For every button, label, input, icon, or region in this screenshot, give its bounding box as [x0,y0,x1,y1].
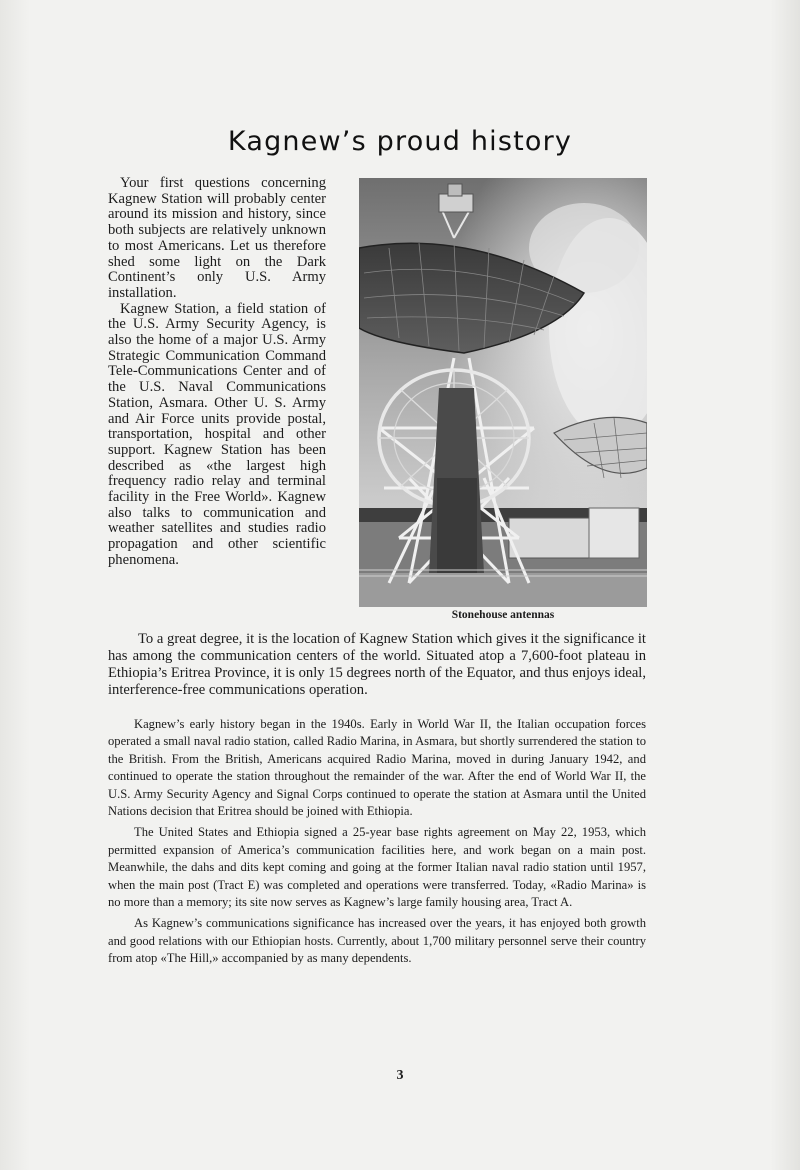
intro-paragraph: Your first questions concerning Kagnew Station will probably center around its mission and history, since both subjects are relatively unknown to most Americans. Let us therefore shed some light on the Dark Continent’s only U.S. Army installation. [108,175,326,301]
station-description-paragraph: Kagnew Station, a field station of the U.S. Army Security Agency, is also the home of a major U.S. Army Strategic Communication Command Tele-Communications Center and of the U.S. Naval Communications Station, Asmara. Other U. S. Army and Air Force units provide postal, transportation, hospital and other support. Kagnew Station has been described as «the largest high frequency radio relay and terminal facility in the Free World». Kagnew also talks to communication and weather satellites and studies radio propagation and other scientific phenomena. [108,300,326,568]
location-paragraph: To a great degree, it is the location of Kagnew Station which gives it the significance it has among the communication centers of the world. Situated atop a 7,600-foot plateau in Ethiopia’s Eritrea Province, it is only 15 degrees north of the Equator, and thus enjoys ideal, interference-free communications operation. [108,631,646,698]
history-paragraph-early: Kagnew’s early history began in the 1940s. Early in World War II, the Italian occupation forces operated a small naval radio station, called Radio Marina, in Asmara, but shortly surrendered the station to the British. From the British, Americans acquired Radio Marina, moved in during January 1942, and continued to operate the station throughout the remainder of the war. After the end of World War II, the U.S. Army Security Agency and Signal Corps continued to operate the station at Asmara until the United Nations decision that Eritrea should be joined with Ethiopia. [108,717,646,819]
intro-column [108,176,326,569]
history-paragraph-agreement: The United States and Ethiopia signed a 25-year base rights agreement on May 22, 1953, which permitted expansion of America’s communication facilities here, and work began on a main post. Meanwhile, the dahs and dits kept coming and going at the former Italian naval radio station until 1957, when the main post (Tract E) was completed and operations were transferred. Today, «Radio Marina» is no more than a memory; its site now serves as Kagnew’s large family housing area, Tract A. [108,825,646,910]
page-number: 3 [396,1068,404,1083]
stonehouse-antennas-photo [359,178,647,607]
photo-caption: Stonehouse antennas [451,609,555,621]
page-title: Kagnew’s proud history [227,126,573,158]
history-section [108,716,646,972]
history-paragraph-growth: As Kagnew’s communications significance has increased over the years, it has enjoyed both growth and good relations with our Ethiopian hosts. Currently, about 1,700 military personnel serve their country from atop «The Hill,» accompanied by as many dependents. [108,916,646,966]
antenna-illustration [359,178,647,607]
location-section [108,631,646,699]
